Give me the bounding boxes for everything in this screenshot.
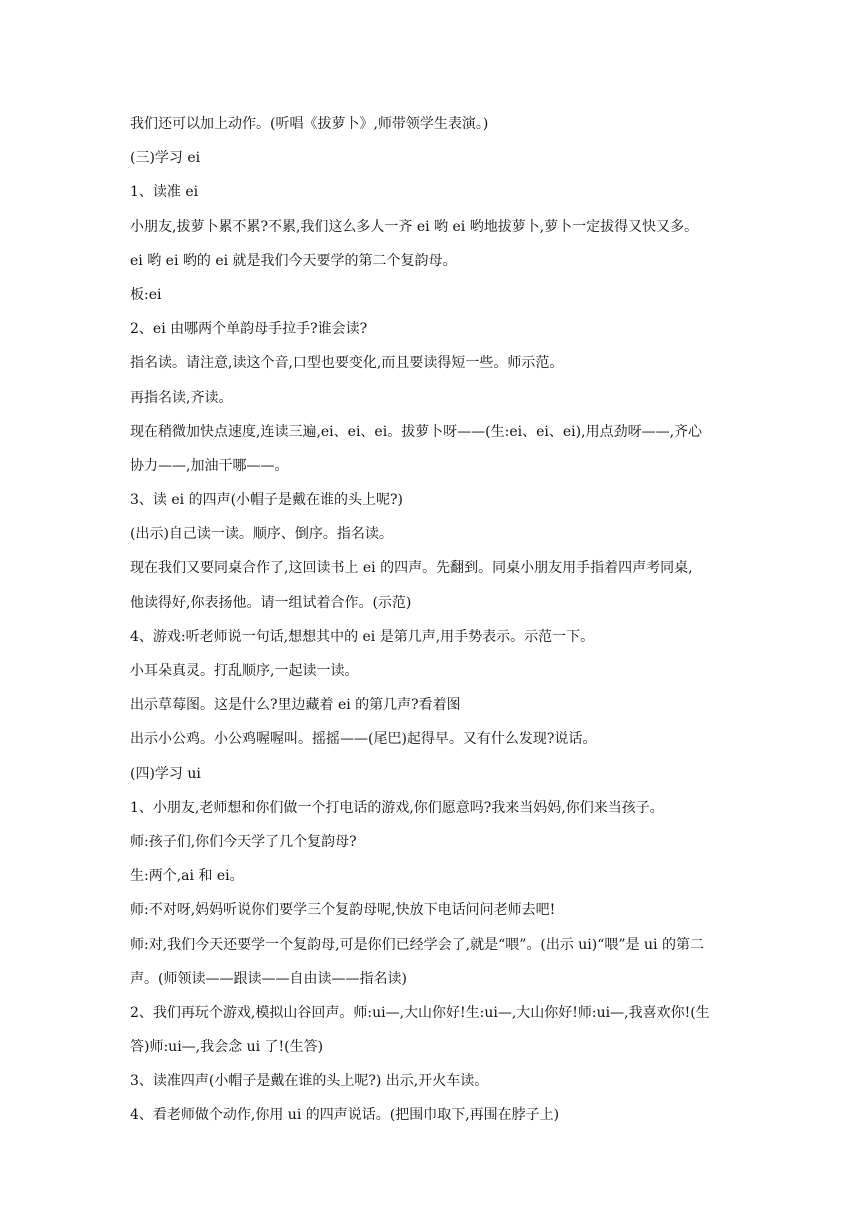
text-line: 生:两个,ai 和 ei。 [130, 868, 244, 885]
text-line: 现在稍微加快点速度,连读三遍,ei、ei、ei。拔萝卜呀——(生:ei、ei、ei),用点劲呀——,齐心 [130, 423, 703, 440]
text-line: 指名读。请注意,读这个音,口型也要变化,而且要读得短一些。师示范。 [130, 355, 564, 372]
text-line: (出示)自己读一读。顺序、倒序。指名读。 [130, 526, 393, 543]
text-line: 现在我们又要同桌合作了,这回读书上 ei 的四声。先翻到。同桌小朋友用手指着四声考同桌, [130, 560, 693, 577]
text-line: 1、读准 ei [130, 184, 199, 201]
text-line: (四)学习 ui [130, 765, 201, 782]
text-line: 出示小公鸡。小公鸡喔喔叫。摇摇——(尾巴)起得早。又有什么发现?说话。 [130, 731, 597, 748]
text-line: 小朋友,拔萝卜累不累?不累,我们这么多人一齐 ei 哟 ei 哟地拔萝卜,萝卜一定拔得又快又多。 [130, 218, 699, 235]
text-line: 出示草莓图。这是什么?里边藏着 ei 的第几声?看着图 [130, 697, 461, 714]
text-line: 4、看老师做个动作,你用 ui 的四声说话。(把围巾取下,再围在脖子上) [130, 1107, 560, 1124]
text-line: 他读得好,你表扬他。请一组试着合作。(示范) [130, 594, 412, 611]
text-line: 小耳朵真灵。打乱顺序,一起读一读。 [130, 663, 359, 679]
text-line: 答)师:ui—,我会念 ui 了!(生答) [130, 1039, 324, 1056]
text-line: 3、读准四声(小帽子是戴在谁的头上呢?) 出示,开火车读。 [130, 1073, 489, 1090]
text-line: ei 哟 ei 哟的 ei 就是我们今天要学的第二个复韵母。 [130, 252, 457, 269]
text-line: 2、ei 由哪两个单韵母手拉手?谁会读? [130, 321, 368, 338]
text-line: 师:不对呀,妈妈听说你们要学三个复韵母呢,快放下电话问问老师去吧! [130, 902, 556, 919]
text-line: 我们还可以加上动作。(听唱《拔萝卜》,师带领学生表演。) [130, 116, 489, 132]
text-line: 3、读 ei 的四声(小帽子是戴在谁的头上呢?) [130, 492, 403, 509]
text-line: 再指名读,齐读。 [130, 389, 233, 406]
document-body [130, 112, 742, 1138]
text-line: 师:对,我们今天还要学一个复韵母,可是你们已经学会了,就是“喂”。(出示 ui)“喂”是 ui 的第二 [130, 936, 704, 953]
text-line: 声。(师领读——跟读——自由读——指名读) [130, 970, 407, 987]
text-line: 板:ei [130, 286, 162, 303]
text-line: (三)学习 ei [130, 150, 201, 167]
text-line: 1、小朋友,老师想和你们做一个打电话的游戏,你们愿意吗?我来当妈妈,你们来当孩子。 [130, 799, 664, 816]
text-line: 2、我们再玩个游戏,模拟山谷回声。师:ui—,大山你好!生:ui—,大山你好!师:ui—,我喜欢你!(生 [130, 1004, 710, 1021]
text-line: 协力——,加油干哪——。 [130, 457, 289, 474]
text-line: 师:孩子们,你们今天学了几个复韵母? [130, 833, 357, 850]
text-line: 4、游戏:听老师说一句话,想想其中的 ei 是第几声,用手势表示。示范一下。 [130, 628, 595, 645]
